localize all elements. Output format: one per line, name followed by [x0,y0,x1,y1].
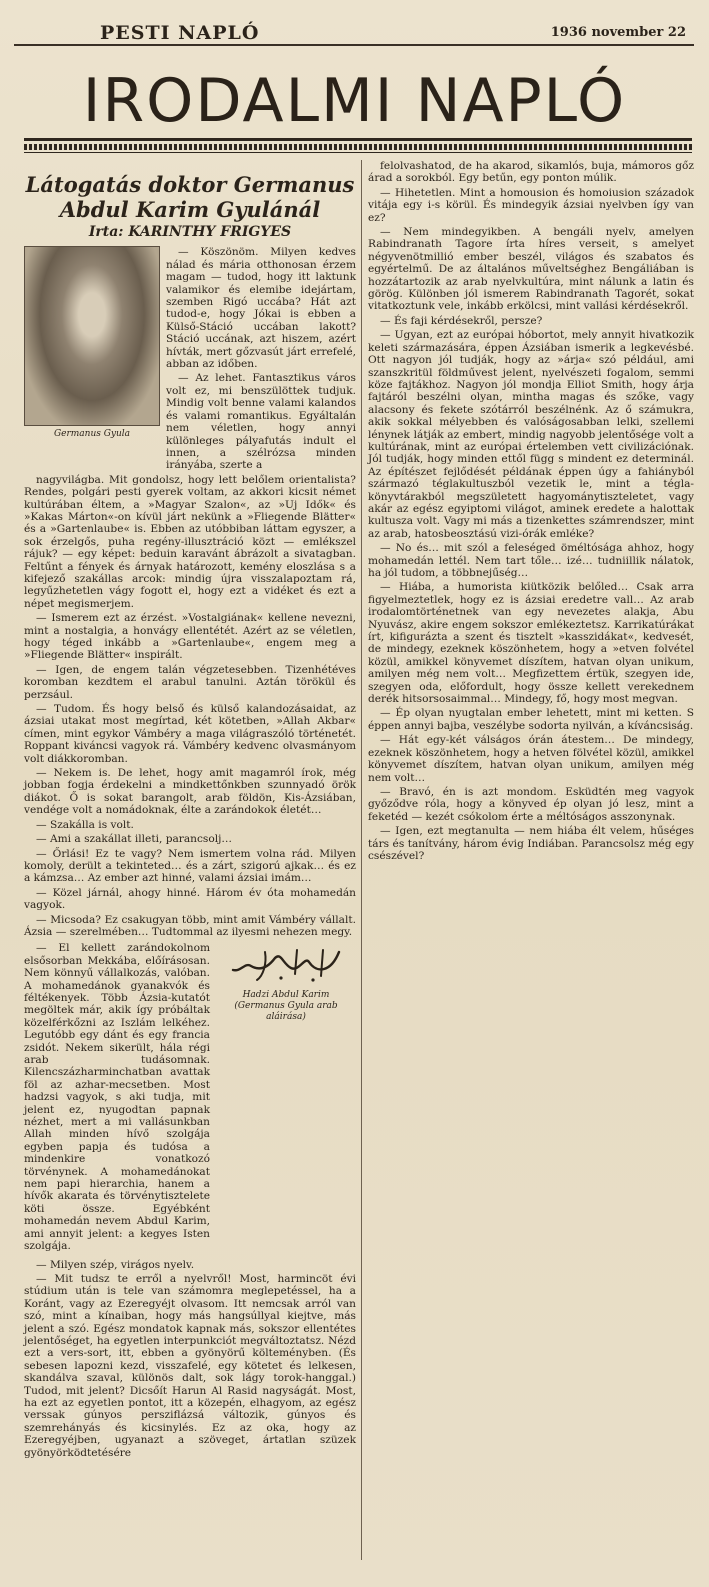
arabic-signature-icon [221,942,351,986]
body-paragraph: — Ami a szakállat illeti, parancsolj… [36,833,233,846]
body-paragraph: — Ugyan, ezt az európai hóbortot, mely annyit hivatkozik keleti származására, éppen Ázsiában ismerik a legkevésbé. Ott nagyon jól tudják, hogy az »árja« szó például, ami szanszkritül földművest jelent, nyelvészeti fogalom, semmi köze fajtákhoz. Nagyon jól mondja Elliot Smith, hogy árja fajtáról beszélni olyan, mintha magas és szőke, vagy alacsony és fekete szótárról beszélnénk. Az ő számukra, akik sokkal mélyebben és valóságosabban lelki, szellemi lénynek látják az embert, mindig nagyobb jelentősége volt a kultúrának, mint az európai értelemben vett civilizációnak. Jól tudják, hogy minden ettől függ s mindent ez determinál. Az építészet fejlődését példának éppen úgy a fahiányból származó téglakultuszból vezetik le, mint a tégla-könyvtárakból megszületett hagyománytiszteletet, vagy akár az egész egyiptomi világot, aminek eredete a halottak kultusza volt. Vagy mi más a tizenkettes számrendszer, mint az arab, hatosbeosztású vizi-órák emléke? [368,329,694,540]
intro-paragraph: — Az lehet. Fantasztikus város volt ez, mi benszülöttek tudjuk. Mindig volt benne valami kalandos és valami romantikus. Egyáltalán nem véletlen, hogy annyi különleges pályafutás indult el innen, a szélrózsa minden irányába, szerte a [166,372,356,472]
article-title-line-2: Abdul Karim Gyulánál [59,197,321,222]
body-paragraph: — Micsoda? Ez csakugyan több, mint amit Vámbéry vállalt. Ázsia — szerelmében… Tudtommal az ilyesmi nehezen megy. [24,913,356,938]
intro-paragraph: — Köszönöm. Milyen kedves nálad és mária otthonosan érzem magam — tudod, hogy itt laktunk valamikor és elemibe idejártam, szemben Rigó uccába? Hát azt tudod-e, hogy Jókai is ebben a Külső-Stáció uccában lakott? Stáció uccának, azt hiszem, azért hívták, mert gőzvasút járt errefelé, abban az időben. [166,246,356,371]
body-paragraph: — Ép olyan nyugtalan ember lehetett, mint mi ketten. S éppen annyi bajba, veszélybe sodorta nyilván, a kíváncsiság. [368,707,694,732]
body-paragraph: — Szakálla is volt. [36,818,134,831]
body-paragraph: — Mit tudsz te erről a nyelvről! Most, harmincöt évi stúdium után is tele van számomra meglepetéssel, ha a Koránt, vagy az Ezeregyéjt olvasom. Itt nemcsak arról van szó, mint a kínaiban, hogy más hangsúllyal kiejtve, más jelent a szó. Egész mondatok kapnak más, sokszor ellentétes jelentőséget, ha egyetlen interpunkciót megváltoztatsz. Nézd ezt a vers-sort, itt, ebben a gyönyörű költeményben. (És sebesen lapozni kezd, visszafelé, egy kötetet és lelkesen, skandálva szaval, különös dalt, sok lágy torok-hanggal.) Tudod, mit jelent? Dicsőít Harun Al Rasid nagyságát. Most, ha ezt az egyetlen pontot, itt a közepén, elhagyom, az egész verssak gúnyos persziflázsá változik, gúnyos és szemrehányás és kicsinylés. Ez az oka, hogy az Ezeregyéjben, ugyanazt a szöveget, ártatlan szüzek gyönyörködtetésére [24,1272,356,1459]
body-paragraph: — Nem mindegyikben. A bengáli nyelv, amelyen Rabindranath Tagore írta híres verseit, s amelyet négyvenötmillió ember beszél, világos és szabatos és egyértelmű. De az általános műveltséghez Bengáliában is hozzátartozik az arab nyelvkultúra, mint nálunk a latin és görög. Különben jól ismerem Rabindranath Tagorét, sokat vitatkoztunk vele, inkább erkölcsi, mint vallási kérdésekről. [368,226,694,313]
portrait-caption: Germanus Gyula [53,429,131,440]
portrait-wrap [24,246,356,473]
ornamental-rule [24,144,692,150]
portrait-photo [24,246,160,426]
section-title: IRODALMI NAPLÓ [82,66,627,136]
arabic-signature-block [24,942,356,1254]
body-paragraph: — Őrlási! Ez te vagy? Nem ismertem volna rád. Milyen komoly, derült a tekinteted… és a zárt, szigorú ajkak… és ez a kámzsa… Az ember azt hinné, valami ázsiai imám… [24,847,356,885]
thin-rule [24,152,692,153]
right-column [368,160,694,864]
body-paragraph: — No és… mit szól a feleséged öméltósága ahhoz, hogy mohamedán lettél. Nem tart tőle… izé… tudniillik nálatok, ha jól tudom, a többnejűség… [368,542,694,579]
body-paragraph: — El kellett zarándokolnom elsősorban Mekkába, előírásosan. Nem könnyű vállalkozás, valóban. A mohamedánok gyanakvók és féltékenyek. Több Ázsia-kutatót megöltek már, akik így próbáltak közelférkőzni az Iszlám lelkéhez. Legutóbb egy dánt és egy francia zsidót. Nekem sikerült, hála régi arab tudásomnak. Kilencszázharminchatban avattak föl az azhar-mecsetben. Most hadzsi vagyok, s aki tudja, mit jelent ez, nyugodtan papnak nézhet, mert a mi vallásunkban Allah minden hívő szolgája egyben papja és tudósa a mindenkire vonatkozó törvénynek. A mohamedánokat nem papi hierarchia, hanem a hívők akarata és törvénytisztelete köti össze. Egyébként mohamedán nevem Abdul Karim, ami annyit jelent: a kegyes Isten szolgája. [24,942,210,1253]
portrait-figure [24,246,160,473]
page-header [14,22,694,46]
newspaper-name: PESTI NAPLÓ [100,22,260,44]
body-paragraph: — Nekem is. De lehet, hogy amit magamról írok, még jobban fogja érdekelni a mindkettőnkben szunnyadó örök diákot. Ő is sokat barangolt, arab földön, Kis-Ázsiában, vendége volt a nomádoknak, élte a zarándokok életét… [24,767,356,817]
intro-text [166,246,356,473]
body-paragraph: — Igen, de engem talán végzetesebben. Tizenhétéves koromban kezdtem el arabul tanulni. Aztán törökül és perzsául. [24,663,356,701]
body-paragraph: — Hiába, a humorista kiütközik belőled… Csak arra figyelmeztetlek, hogy ez is ázsiai eredetre vall… Az arab irodalomtörténetnek van egy nevezetes alakja, Abu Nyuvász, akire engem sokszor emlékeztetsz. Karrikatúrákat írt, kifigurázta a szent és tisztelt »kasszidákat«, kedvesét, de mindegy, ezeknek köszönhetem, hogy a »etven folvétel közül, amikkel könyvemet díszítem, hatvan olyan unikum, amilyen még nem volt… Megfizettem értük, szegyen ide, szegyen oda, előfordult, hogy össze kellett verekednem derék hitsorsosaimmal… Mindegy, fő, hogy most megvan. [368,581,694,706]
body-paragraph: — És faji kérdésekről, persze? [380,314,543,327]
body-paragraph: — Milyen szép, virágos nyelv. [36,1258,195,1271]
issue-date: 1936 november 22 [550,25,686,40]
article-title [24,172,356,222]
body-paragraph: — Tudom. És hogy belső és külső kalandozásaidat, az ázsiai utakat most megírtad, két kötetben, »Allah Akbar« címen, mint egykor Vámbéry a maga világraszóló történetét. Roppant kiváncsi vagyok rá. Vámbéry kedvenc olvasmányom volt diákkoromban. [24,703,356,765]
body-paragraph: — Hát egy-két válságos órán átestem… De mindegy, ezeknek köszönhetem, hogy a hetven fölvétel közül, amikkel könyvemet díszítem, hatvan olyan unikum, amilyen még nem volt… [368,734,694,784]
body-paragraph: — Bravó, én is azt mondom. Esküdtén meg vagyok győződve róla, hogy a könyved ép olyan jó lesz, mint a feketéd — kezét csókolom érte a méltóságos asszonynak. [368,785,694,823]
article-title-line-1: Látogatás doktor Germanus [25,172,355,197]
left-column [24,160,356,1461]
column-divider [361,160,362,1560]
body-paragraph: — Igen, ezt megtanulta — nem hiába élt velem, hűséges társ és tanítvány, három évig Indiában. Parancsolsz még egy csészével? [368,825,694,862]
arabic-signature-caption: Hadzi Abdul Karim (Germanus Gyula arab aláirása) [234,989,338,1022]
body-paragraph: — Ismerem ezt az érzést. »Vostalgiának« kellene nevezni, mint a nostalgia, a honvágy ellentétét. Azért az se véletlen, hogy téged inkább a »Gartenlaube«, engem meg a »Fliegende Blätter« inspirált. [24,612,356,662]
body-paragraph: — Közel járnál, ahogy hinné. Három év óta mohamedán vagyok. [24,886,356,912]
article-byline: Irta: KARINTHY FRIGYES [88,224,292,240]
body-paragraph: felolvashatod, de ha akarod, sikamlós, buja, mámoros gőz árad a sorokból. Egy betűn, egy ponton múlik. [368,160,694,185]
body-paragraph: nagyvilágba. Mit gondolsz, hogy lett belőlem orientalista? Rendes, polgári pesti gyerek voltam, az akkori kicsit német kultúrában éltem, a »Magyar Szalon«, az »Uj Idők« és »Kakas Márton«-on kívül járt nekünk a »Fliegende Blätter« és a »Gartenlaube« is. Ebben az utóbbiban láttam egyszer, a sok érzelgős, puha regény-illusztráció közt — emlékszel rájuk? — egy képet: beduin karavánt ábrázolt a sivatagban. Feltűnt a fények és árnyak határozott, kemény eloszlása s a kifejező szakállas arcok: mindig újra visszalapoztam rá, legyűzhetetlen vágy fogott el, hogy ezt a vidéket és ezt a népet megismerjem. [24,473,356,610]
body-paragraph: — Hihetetlen. Mint a homousion és homoiusion századok vitája egy i-s körül. És mindegyik ázsiai nyelvben így van ez? [368,186,694,224]
arabic-signature-figure [216,942,356,1254]
title-rule [24,138,692,141]
